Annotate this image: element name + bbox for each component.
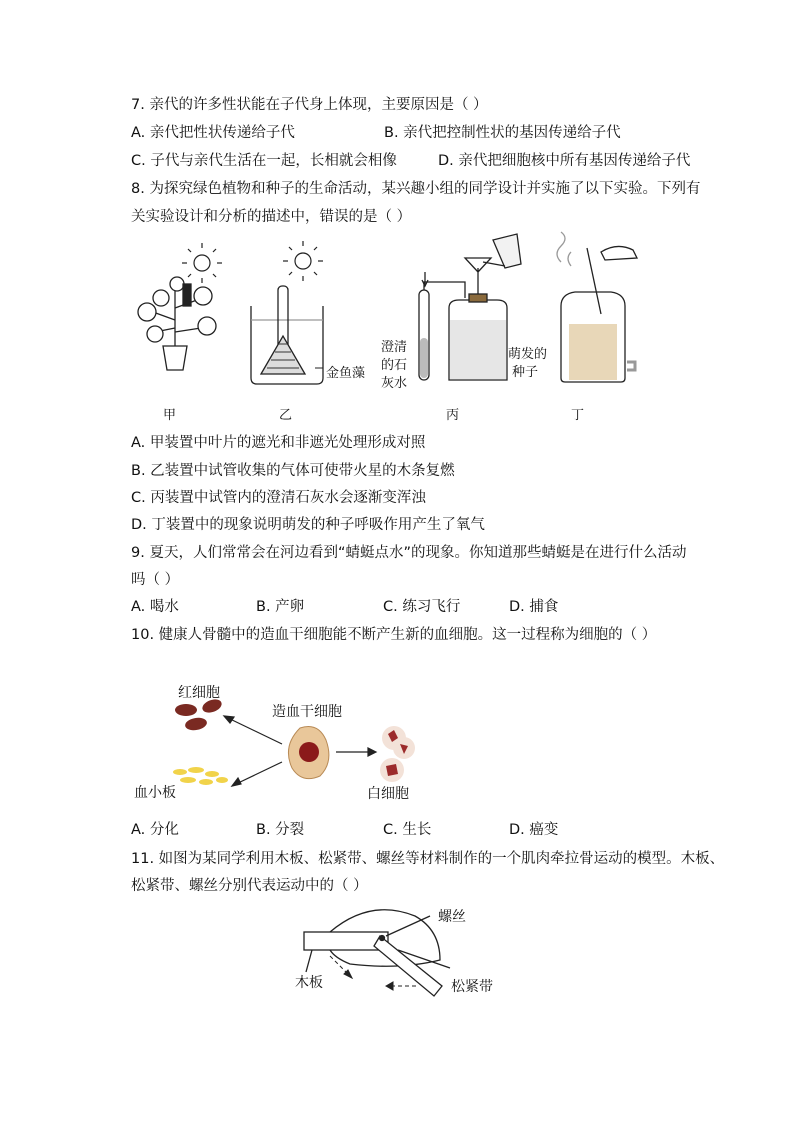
stem-cell-icon: [288, 727, 328, 779]
q8-option-d: D. 丁装置中的现象说明萌发的种子呼吸作用产生了氧气: [131, 517, 485, 533]
label-yi: 乙: [279, 408, 293, 423]
q11-stem-line2: 松紧带、螺丝分别代表运动中的（ ）: [131, 878, 368, 894]
potted-plant-icon: [138, 277, 216, 370]
label-ding: 丁: [571, 408, 585, 423]
label-jinyuzao: 金鱼藻: [326, 366, 366, 381]
seed-jar-apparatus: [557, 232, 637, 382]
label-limewater-1: 澄清: [381, 340, 408, 355]
q9-option-c: C. 练习飞行: [383, 599, 461, 615]
label-stem-cell: 造血干细胞: [272, 704, 342, 720]
q7-stem: 7. 亲代的许多性状能在子代身上体现，主要原因是（ ）: [131, 97, 488, 113]
q10-stem: 10. 健康人骨髓中的造血干细胞能不断产生新的血细胞。这一过程称为细胞的（ ）: [131, 627, 657, 643]
q7-option-a: A. 亲代把性状传递给子代: [131, 125, 295, 141]
limewater-apparatus: [419, 234, 521, 380]
q10-option-b: B. 分裂: [256, 822, 305, 838]
q8-experiment-figure: [125, 228, 645, 428]
label-limewater-3: 灰水: [381, 376, 408, 391]
q9-stem-line1: 9. 夏天，人们常常会在河边看到“蜻蜓点水”的现象。你知道那些蜻蜓是在进行什么活动: [131, 545, 687, 561]
q8-option-c: C. 丙装置中试管内的澄清石灰水会逐渐变浑浊: [131, 490, 426, 506]
q11-stem-line1: 11. 如图为某同学利用木板、松紧带、螺丝等材料制作的一个肌肉牵拉骨运动的模型。木板、: [131, 851, 725, 867]
q9-option-d: D. 捕食: [509, 599, 559, 615]
q8-option-a: A. 甲装置中叶片的遮光和非遮光处理形成对照: [131, 435, 426, 451]
label-wbc: 白细胞: [367, 786, 409, 802]
label-seeds-1: 萌发的: [508, 347, 548, 362]
label-bing: 丙: [446, 408, 460, 423]
label-limewater-2: 的石: [381, 358, 408, 373]
q8-option-b: B. 乙装置中试管收集的气体可使带火星的木条复燃: [131, 463, 455, 479]
sun-icon: [283, 241, 323, 281]
q9-stem-line2: 吗（ ）: [131, 572, 180, 588]
sun-icon: [182, 243, 222, 283]
label-band: 松紧带: [451, 979, 493, 995]
q7-option-b: B. 亲代把控制性状的基因传递给子代: [384, 125, 621, 141]
q9-option-b: B. 产卵: [256, 599, 305, 615]
label-jia: 甲: [163, 408, 177, 423]
q7-option-c: C. 子代与亲代生活在一起，长相就会相像: [131, 153, 397, 169]
label-screw: 螺丝: [438, 909, 466, 925]
q8-stem-line1: 8. 为探究绿色植物和种子的生命活动，某兴趣小组的同学设计并实施了以下实验。下列有: [131, 181, 701, 197]
q9-option-a: A. 喝水: [131, 599, 179, 615]
white-blood-cell-icon: [380, 726, 415, 782]
label-platelet: 血小板: [134, 785, 176, 801]
q10-option-d: D. 癌变: [509, 822, 559, 838]
beaker-apparatus: [251, 286, 323, 384]
label-seeds-2: 种子: [512, 365, 539, 380]
label-rbc: 红细胞: [178, 685, 220, 701]
red-blood-cell-icon: [175, 697, 223, 732]
q10-option-c: C. 生长: [383, 822, 432, 838]
q10-option-a: A. 分化: [131, 822, 179, 838]
platelet-icon: [173, 767, 228, 785]
q8-stem-line2: 关实验设计和分析的描述中，错误的是（ ）: [131, 209, 412, 225]
label-board: 木板: [295, 975, 323, 991]
q7-option-d: D. 亲代把细胞核中所有基因传递给子代: [438, 153, 691, 169]
